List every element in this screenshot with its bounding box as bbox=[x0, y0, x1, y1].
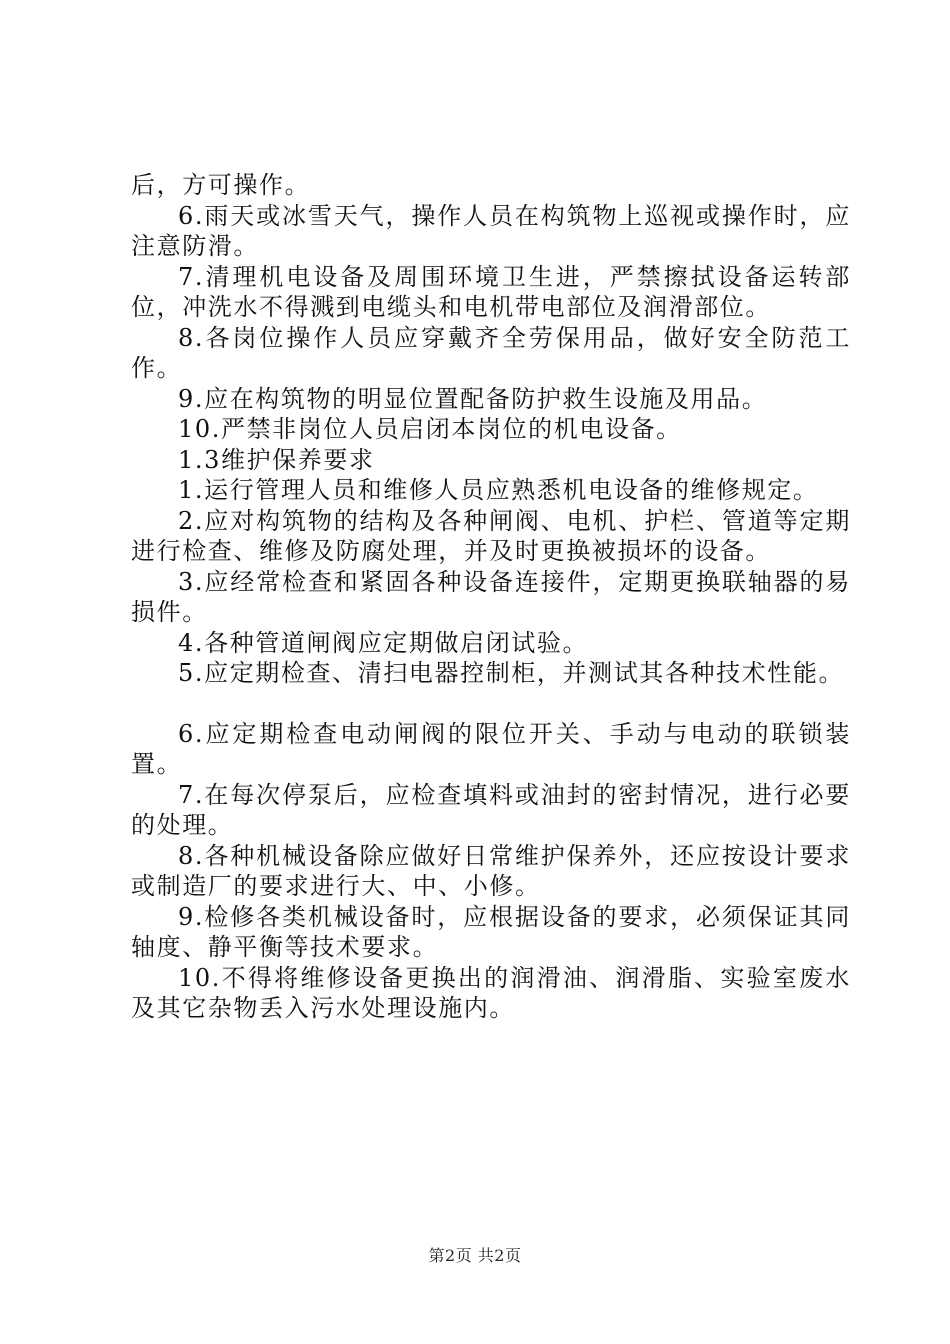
paragraph-14: 7.在每次停泵后，应检查填料或油封的密封情况，进行必要的处理。 bbox=[131, 780, 851, 839]
paragraph-9: 2.应对构筑物的结构及各种闸阀、电机、护栏、管道等定期进行检查、维修及防腐处理，并及时更换被损坏的设备。 bbox=[131, 506, 851, 565]
paragraph-2: 6.雨天或冰雪天气，操作人员在构筑物上巡视或操作时，应注意防滑。 bbox=[131, 201, 851, 260]
page-number-footer: 第2页 共2页 bbox=[428, 1246, 522, 1265]
paragraph-10: 3.应经常检查和紧固各种设备连接件，定期更换联轴器的易损件。 bbox=[131, 567, 851, 626]
paragraph-4: 8.各岗位操作人员应穿戴齐全劳保用品，做好安全防范工作。 bbox=[131, 323, 851, 382]
paragraph-12: 5.应定期检查、清扫电器控制柜，并测试其各种技术性能。 bbox=[178, 659, 845, 687]
paragraph-1: 后，方可操作。 bbox=[131, 171, 311, 199]
paragraph-13: 6.应定期检查电动闸阀的限位开关、手动与电动的联锁装置。 bbox=[131, 719, 851, 778]
paragraph-11: 4.各种管道闸阀应定期做启闭试验。 bbox=[178, 628, 589, 657]
section-heading: 1.3维护保养要求 bbox=[178, 445, 375, 474]
paragraph-17: 10.不得将维修设备更换出的润滑油、润滑脂、实验室废水及其它杂物丢入污水处理设施内。 bbox=[131, 963, 851, 1022]
paragraph-8: 1.运行管理人员和维修人员应熟悉机电设备的维修规定。 bbox=[178, 476, 819, 504]
paragraph-6: 10.严禁非岗位人员启闭本岗位的机电设备。 bbox=[178, 415, 682, 443]
paragraph-5: 9.应在构筑物的明显位置配备防护救生设施及用品。 bbox=[178, 384, 768, 413]
document-body bbox=[131, 170, 851, 1024]
paragraph-16: 9.检修各类机械设备时，应根据设备的要求，必须保证其同轴度、静平衡等技术要求。 bbox=[131, 902, 851, 961]
paragraph-3: 7.清理机电设备及周围环境卫生进，严禁擦拭设备运转部位，冲洗水不得溅到电缆头和电机带电部位及润滑部位。 bbox=[131, 262, 851, 321]
paragraph-15: 8.各种机械设备除应做好日常维护保养外，还应按设计要求或制造厂的要求进行大、中、小修。 bbox=[131, 841, 851, 900]
